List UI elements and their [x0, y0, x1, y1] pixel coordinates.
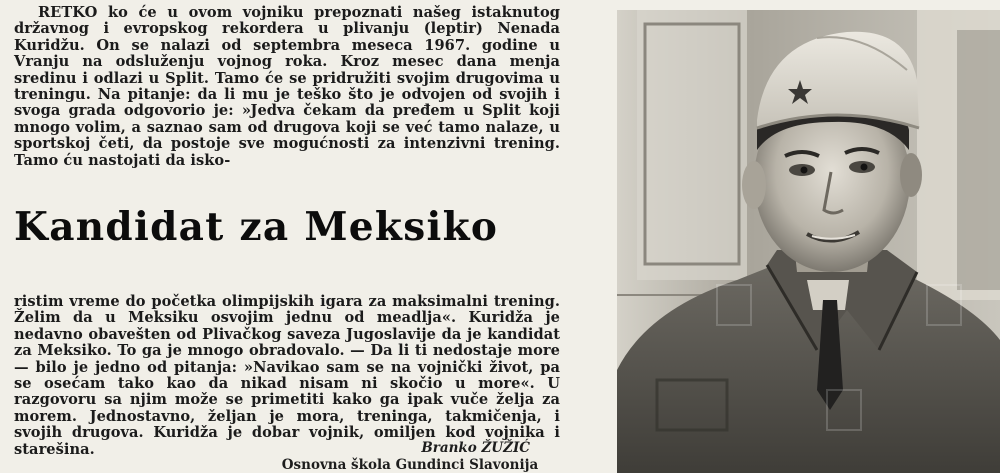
author-school: Osnovna škola Gundinci Slavonija [281, 457, 539, 473]
article-headline: Kandidat za Meksiko [14, 204, 499, 250]
article-paragraph-1 [14, 5, 560, 169]
lead-word: RETKO [38, 4, 98, 21]
article-paragraph-2: ristim vreme do početka olimpijskih igara za maksimalni trening. Želim da u Meksiku osvojim jednu od meadlja«. Kuridža je nedavno obavešten od Plivačkog saveza Jugoslavije da je kandidat za Meksiko. To ga je mnogo obradovalo. — Da li ti nedostaje more — bilo je jedno od pitanja: »Navikao sam se na vojnički život, pa se osećam tako kao da nikad nisam ni skočio u more«. U razgovoru sa njim može se primetiti kako ga ipak vuče želja za morem. Jednostavno, željan je mora, treninga, takmičenja, i svojih drugova. Kuridža je dobar vojnik, omiljen kod vojnika i starešina. [14, 293, 560, 458]
soldier-photo [617, 10, 1000, 473]
paragraph-1-text: ko će u ovom vojniku prepoznati našeg istaknutog državnog i evropskog rekordera u plivanju (leptir) Nenada Kuridžu. On se nalazi od septembra meseca 1967. godine u Vranju na odsluženju vojnog roka. Kroz mesec dana menja sredinu i odlazi u Split. Tamo će se pridružiti svojim drugovima u treningu. Na pitanje: da li mu je teško što je odvojen od svojih i svoga grada odgovorio je: »Jedva čekam da pređem u Split koji mnogo volim, a saznao sam od drugova koji se već tamo nalaze, u sportskoj četi, da postoje sve mogućnosti za intenzivni trening. Tamo ću nastojati da isko- [14, 4, 560, 169]
author-byline: Branko ŽUŽIĆ [421, 440, 530, 456]
